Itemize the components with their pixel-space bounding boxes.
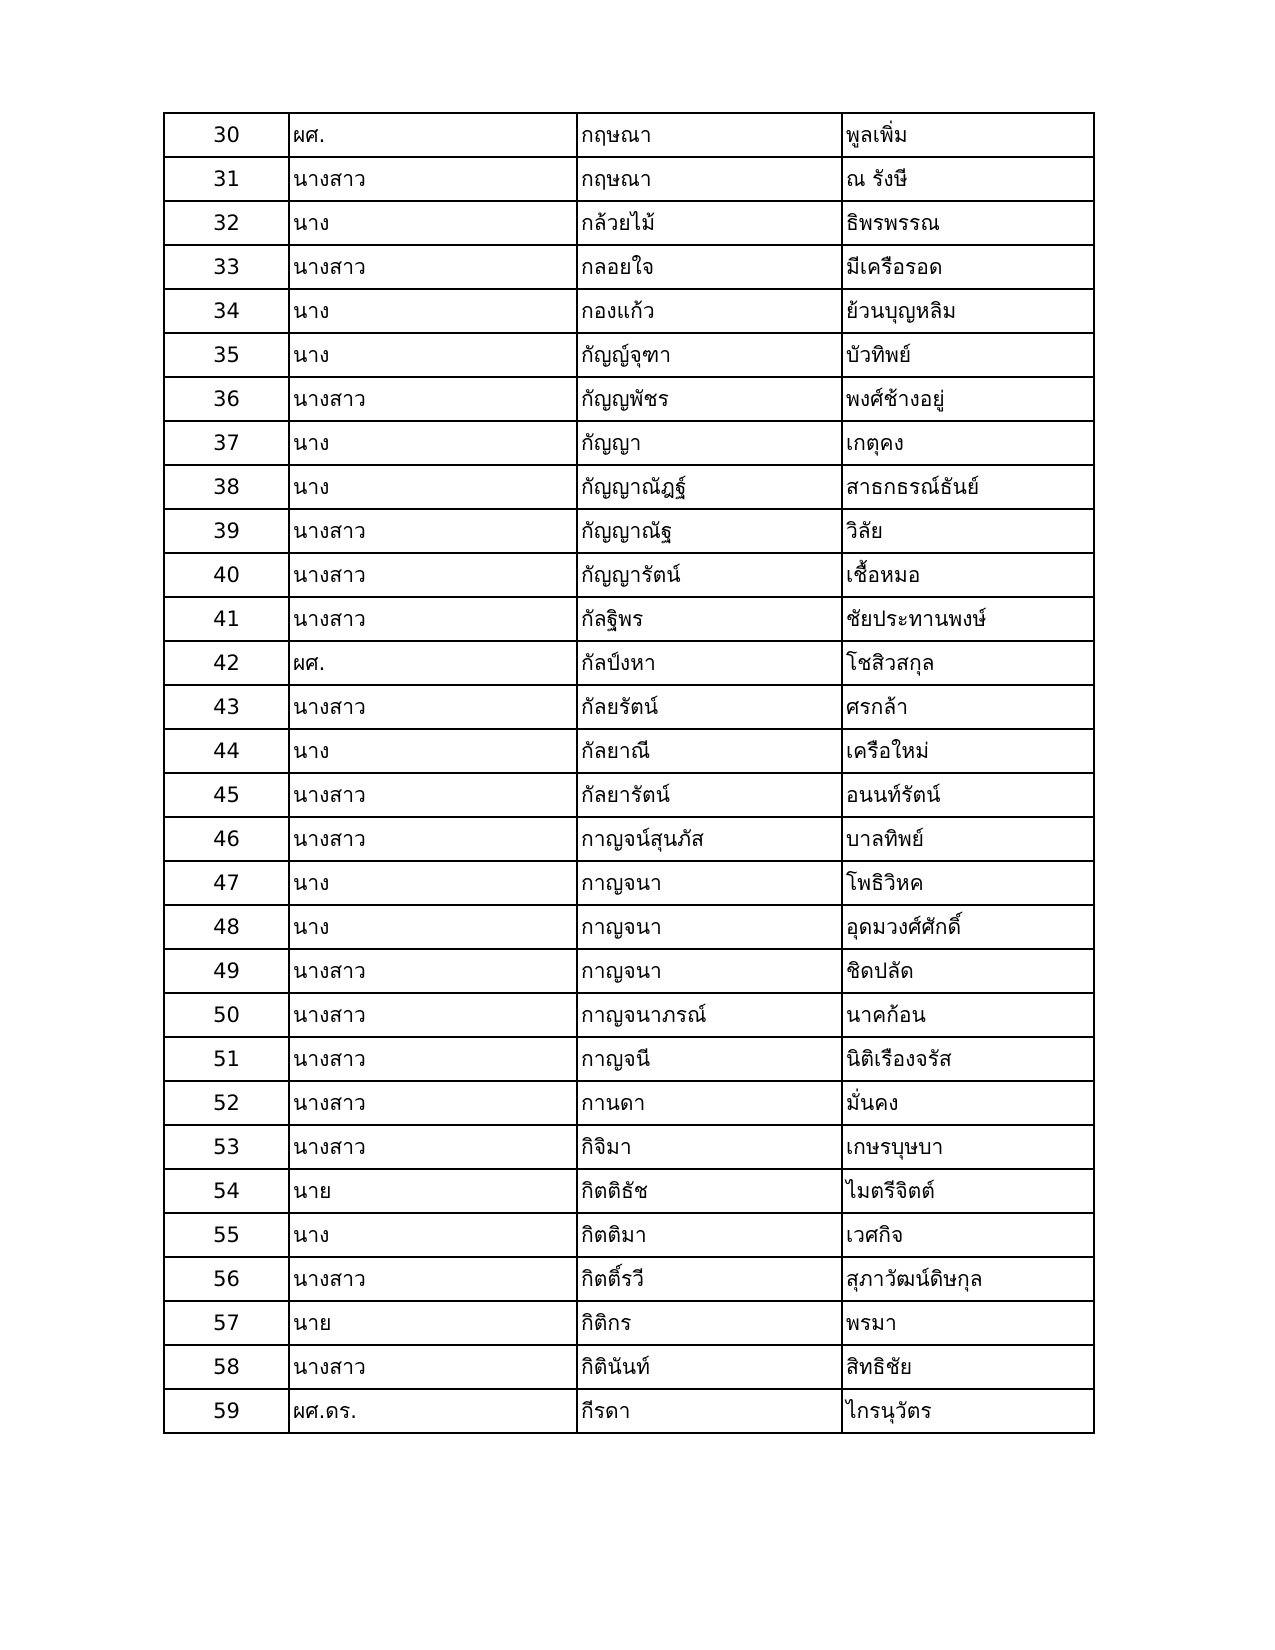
- table-row: [164, 201, 1094, 245]
- title-cell: นาย: [289, 1169, 577, 1213]
- last-name-cell: ไมตรีจิตต์: [842, 1169, 1094, 1213]
- last-name-cell: เวศกิจ: [842, 1213, 1094, 1257]
- table-row: [164, 1125, 1094, 1169]
- table-row: [164, 333, 1094, 377]
- row-number-cell: 38: [164, 465, 289, 509]
- row-number-cell: 44: [164, 729, 289, 773]
- last-name-cell: ธิพรพรรณ: [842, 201, 1094, 245]
- last-name-cell: บาลทิพย์: [842, 817, 1094, 861]
- first-name-cell: กัลยรัตน์: [577, 685, 842, 729]
- title-cell: นางสาว: [289, 1345, 577, 1389]
- title-cell: ผศ.ดร.: [289, 1389, 577, 1433]
- first-name-cell: กาญจนา: [577, 905, 842, 949]
- title-cell: นาง: [289, 333, 577, 377]
- first-name-cell: กิจิมา: [577, 1125, 842, 1169]
- row-number-cell: 58: [164, 1345, 289, 1389]
- title-cell: ผศ.: [289, 641, 577, 685]
- table-row: [164, 1257, 1094, 1301]
- title-cell: นางสาว: [289, 509, 577, 553]
- row-number-cell: 49: [164, 949, 289, 993]
- title-cell: นาง: [289, 465, 577, 509]
- row-number-cell: 46: [164, 817, 289, 861]
- first-name-cell: กัลป์งหา: [577, 641, 842, 685]
- row-number-cell: 34: [164, 289, 289, 333]
- last-name-cell: เกษรบุษบา: [842, 1125, 1094, 1169]
- row-number-cell: 54: [164, 1169, 289, 1213]
- last-name-cell: เชื้อหมอ: [842, 553, 1094, 597]
- title-cell: นางสาว: [289, 949, 577, 993]
- first-name-cell: กัญญารัตน์: [577, 553, 842, 597]
- row-number-cell: 59: [164, 1389, 289, 1433]
- row-number-cell: 52: [164, 1081, 289, 1125]
- table-row: [164, 949, 1094, 993]
- last-name-cell: อุดมวงศ์ศักดิ์: [842, 905, 1094, 949]
- last-name-cell: สิทธิชัย: [842, 1345, 1094, 1389]
- last-name-cell: สาธกธรณ์ธันย์: [842, 465, 1094, 509]
- row-number-cell: 41: [164, 597, 289, 641]
- row-number-cell: 56: [164, 1257, 289, 1301]
- table-row: [164, 1081, 1094, 1125]
- title-cell: นางสาว: [289, 773, 577, 817]
- title-cell: ผศ.: [289, 113, 577, 157]
- row-number-cell: 33: [164, 245, 289, 289]
- title-cell: นางสาว: [289, 245, 577, 289]
- row-number-cell: 37: [164, 421, 289, 465]
- row-number-cell: 42: [164, 641, 289, 685]
- table-row: [164, 861, 1094, 905]
- first-name-cell: กาญจนา: [577, 861, 842, 905]
- title-cell: นางสาว: [289, 377, 577, 421]
- last-name-cell: พรมา: [842, 1301, 1094, 1345]
- first-name-cell: กิติกร: [577, 1301, 842, 1345]
- row-number-cell: 55: [164, 1213, 289, 1257]
- title-cell: นาง: [289, 905, 577, 949]
- table-row: [164, 729, 1094, 773]
- row-number-cell: 47: [164, 861, 289, 905]
- first-name-cell: กฤษณา: [577, 113, 842, 157]
- first-name-cell: กองแก้ว: [577, 289, 842, 333]
- first-name-cell: กิตติ์รวี: [577, 1257, 842, 1301]
- title-cell: นางสาว: [289, 1125, 577, 1169]
- table-row: [164, 1169, 1094, 1213]
- row-number-cell: 43: [164, 685, 289, 729]
- title-cell: นาง: [289, 201, 577, 245]
- title-cell: นาง: [289, 289, 577, 333]
- first-name-cell: กาญจนาภรณ์: [577, 993, 842, 1037]
- table-row: [164, 113, 1094, 157]
- row-number-cell: 48: [164, 905, 289, 949]
- table-row: [164, 1345, 1094, 1389]
- last-name-cell: มั่นคง: [842, 1081, 1094, 1125]
- first-name-cell: กาญจนา: [577, 949, 842, 993]
- first-name-cell: กัญญา: [577, 421, 842, 465]
- last-name-cell: นาคก้อน: [842, 993, 1094, 1037]
- row-number-cell: 51: [164, 1037, 289, 1081]
- last-name-cell: นิติเรืองจรัส: [842, 1037, 1094, 1081]
- title-cell: นาง: [289, 729, 577, 773]
- first-name-cell: กีรดา: [577, 1389, 842, 1433]
- table-row: [164, 421, 1094, 465]
- row-number-cell: 57: [164, 1301, 289, 1345]
- row-number-cell: 40: [164, 553, 289, 597]
- table-row: [164, 905, 1094, 949]
- last-name-cell: พูลเพิ่ม: [842, 113, 1094, 157]
- table-row: [164, 245, 1094, 289]
- table-row: [164, 685, 1094, 729]
- row-number-cell: 53: [164, 1125, 289, 1169]
- table-row: [164, 993, 1094, 1037]
- first-name-cell: กัญญ์จุฑา: [577, 333, 842, 377]
- roster-body: [164, 113, 1094, 1433]
- title-cell: นาย: [289, 1301, 577, 1345]
- last-name-cell: วิลัย: [842, 509, 1094, 553]
- first-name-cell: กิตติธัช: [577, 1169, 842, 1213]
- table-row: [164, 773, 1094, 817]
- first-name-cell: กาญจน์สุนภัส: [577, 817, 842, 861]
- first-name-cell: กาญจนี: [577, 1037, 842, 1081]
- table-row: [164, 465, 1094, 509]
- title-cell: นาง: [289, 1213, 577, 1257]
- last-name-cell: มีเครือรอด: [842, 245, 1094, 289]
- row-number-cell: 45: [164, 773, 289, 817]
- first-name-cell: กล้วยไม้: [577, 201, 842, 245]
- table-row: [164, 817, 1094, 861]
- last-name-cell: บัวทิพย์: [842, 333, 1094, 377]
- first-name-cell: กัลยาณี: [577, 729, 842, 773]
- last-name-cell: ศรกล้า: [842, 685, 1094, 729]
- title-cell: นางสาว: [289, 597, 577, 641]
- first-name-cell: กัลฐิพร: [577, 597, 842, 641]
- table-row: [164, 1301, 1094, 1345]
- first-name-cell: กิตติมา: [577, 1213, 842, 1257]
- row-number-cell: 39: [164, 509, 289, 553]
- row-number-cell: 32: [164, 201, 289, 245]
- last-name-cell: ชัยประทานพงษ์: [842, 597, 1094, 641]
- row-number-cell: 31: [164, 157, 289, 201]
- table-row: [164, 641, 1094, 685]
- row-number-cell: 30: [164, 113, 289, 157]
- table-row: [164, 597, 1094, 641]
- table-row: [164, 1389, 1094, 1433]
- name-roster-table: [163, 112, 1095, 1434]
- first-name-cell: กัลยารัตน์: [577, 773, 842, 817]
- last-name-cell: โชสิวสกุล: [842, 641, 1094, 685]
- title-cell: นางสาว: [289, 157, 577, 201]
- last-name-cell: โพธิวิหค: [842, 861, 1094, 905]
- first-name-cell: กานดา: [577, 1081, 842, 1125]
- title-cell: นางสาว: [289, 553, 577, 597]
- title-cell: นางสาว: [289, 685, 577, 729]
- last-name-cell: ย้วนบุญหลิม: [842, 289, 1094, 333]
- last-name-cell: พงศ์ช้างอยู่: [842, 377, 1094, 421]
- table-row: [164, 553, 1094, 597]
- table-row: [164, 1213, 1094, 1257]
- last-name-cell: อนนท์รัตน์: [842, 773, 1094, 817]
- title-cell: นางสาว: [289, 993, 577, 1037]
- table-row: [164, 509, 1094, 553]
- row-number-cell: 35: [164, 333, 289, 377]
- first-name-cell: กัญญาณัฎฐ์: [577, 465, 842, 509]
- table-row: [164, 377, 1094, 421]
- title-cell: นางสาว: [289, 1257, 577, 1301]
- first-name-cell: กลอยใจ: [577, 245, 842, 289]
- last-name-cell: สุภาวัฒน์ดิษกุล: [842, 1257, 1094, 1301]
- last-name-cell: ไกรนุวัตร: [842, 1389, 1094, 1433]
- title-cell: นางสาว: [289, 1081, 577, 1125]
- first-name-cell: กัญญพัชร: [577, 377, 842, 421]
- table-row: [164, 157, 1094, 201]
- title-cell: นางสาว: [289, 1037, 577, 1081]
- last-name-cell: เครือใหม่: [842, 729, 1094, 773]
- last-name-cell: เกตุคง: [842, 421, 1094, 465]
- first-name-cell: กัญญาณัฐ: [577, 509, 842, 553]
- row-number-cell: 50: [164, 993, 289, 1037]
- title-cell: นาง: [289, 861, 577, 905]
- first-name-cell: กิตินันท์: [577, 1345, 842, 1389]
- table-row: [164, 1037, 1094, 1081]
- row-number-cell: 36: [164, 377, 289, 421]
- last-name-cell: ชิดปลัด: [842, 949, 1094, 993]
- title-cell: นางสาว: [289, 817, 577, 861]
- first-name-cell: กฤษณา: [577, 157, 842, 201]
- title-cell: นาง: [289, 421, 577, 465]
- table-row: [164, 289, 1094, 333]
- last-name-cell: ณ รังษี: [842, 157, 1094, 201]
